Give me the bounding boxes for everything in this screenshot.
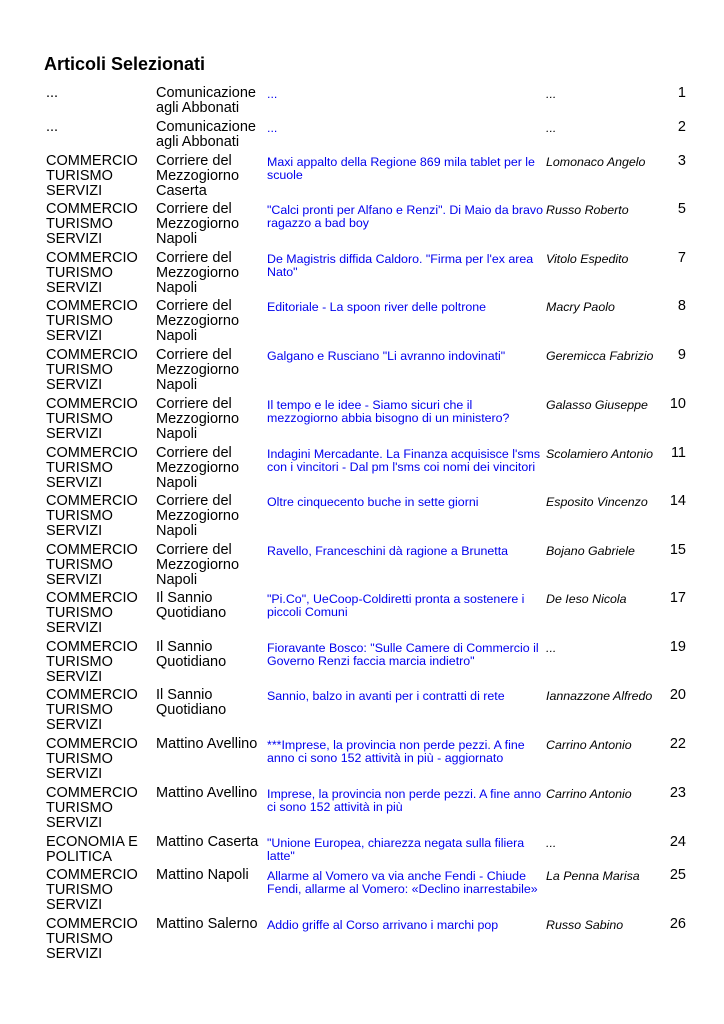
source-line: Napoli <box>156 231 198 247</box>
source-cell <box>156 348 267 397</box>
title-line: scuole <box>267 167 303 182</box>
source-cell <box>156 397 267 446</box>
title-line: Fendi, allarme al Vomero: «Declino inarrestabile» <box>267 881 538 896</box>
author-cell: La Penna Marisa <box>546 869 640 883</box>
category-line: POLITICA <box>46 849 113 865</box>
author-cell: Macry Paolo <box>546 300 615 314</box>
table-row <box>44 154 686 202</box>
page-number-cell: 14 <box>669 493 686 509</box>
articles-table-body <box>44 86 686 966</box>
source-line: Napoli <box>156 280 198 296</box>
author-cell: Esposito Vincenzo <box>546 495 648 509</box>
category-line: SERVIZI <box>46 523 103 539</box>
category-line: TURISMO <box>46 508 113 524</box>
category-cell <box>44 917 156 966</box>
article-title-link[interactable] <box>267 301 546 314</box>
category-line: COMMERCIO <box>46 916 138 932</box>
source-line: Mezzogiorno <box>156 168 240 184</box>
category-line: COMMERCIO <box>46 153 138 169</box>
source-line: Mezzogiorno <box>156 265 240 281</box>
source-cell <box>156 120 267 154</box>
article-title-link[interactable] <box>267 350 546 363</box>
title-line: "Pi.Co", UeCoop-Coldiretti pronta a sostenere i <box>267 592 525 606</box>
source-line: Corriere del <box>156 298 232 314</box>
title-line: Fioravante Bosco: "Sulle Camere di Commercio il <box>267 641 539 655</box>
title-line: Imprese, la provincia non perde pezzi. A fine anno <box>267 787 542 801</box>
category-line: SERVIZI <box>46 377 103 393</box>
source-cell <box>156 868 267 917</box>
category-cell <box>44 86 156 120</box>
category-line: TURISMO <box>46 751 113 767</box>
title-cell <box>267 251 546 299</box>
source-line: Corriere del <box>156 396 232 412</box>
author-cell: De Ieso Nicola <box>546 592 627 606</box>
author-cell: Russo Roberto <box>546 203 629 217</box>
category-cell <box>44 154 156 202</box>
source-line: Corriere del <box>156 493 232 509</box>
table-row <box>44 446 686 494</box>
category-cell <box>44 446 156 494</box>
source-line: Quotidiano <box>156 654 227 670</box>
author-cell: Bojano Gabriele <box>546 544 635 558</box>
title-line: ragazzo a bad boy <box>267 215 369 230</box>
author-cell: ... <box>546 836 557 850</box>
category-line: ... <box>46 85 59 101</box>
page-number-cell: 9 <box>677 347 686 363</box>
page-number-cell: 15 <box>669 542 686 558</box>
article-title-link[interactable] <box>267 642 546 667</box>
title-line: mezzogiorno abbia bisogno di un ministero? <box>267 410 510 425</box>
page-number-cell: 1 <box>677 85 686 101</box>
category-cell <box>44 397 156 446</box>
source-line: Mattino Avellino <box>156 736 258 752</box>
source-line: Napoli <box>156 377 198 393</box>
title-cell <box>267 397 546 446</box>
article-title-link[interactable] <box>267 739 546 764</box>
table-row <box>44 202 686 251</box>
article-title-link[interactable] <box>267 156 546 181</box>
category-line: SERVIZI <box>46 620 103 636</box>
title-line: Ravello, Franceschini dà ragione a Brunetta <box>267 544 509 558</box>
category-cell <box>44 868 156 917</box>
category-cell <box>44 786 156 835</box>
source-cell <box>156 835 267 868</box>
title-line: Indagini Mercadante. La Finanza acquisisce l'sms <box>267 447 541 461</box>
title-line: con i vincitori - Dal pm l'sms coi nomi dei vincitori <box>267 459 536 474</box>
title-cell <box>267 86 546 120</box>
category-line: COMMERCIO <box>46 736 138 752</box>
category-line: TURISMO <box>46 882 113 898</box>
title-line: piccoli Comuni <box>267 604 348 619</box>
source-line: Napoli <box>156 328 198 344</box>
title-cell <box>267 737 546 786</box>
article-title-link[interactable] <box>267 448 546 473</box>
category-line: SERVIZI <box>46 766 103 782</box>
source-line: Mattino Caserta <box>156 834 259 850</box>
table-row <box>44 543 686 591</box>
title-cell <box>267 202 546 251</box>
category-line: COMMERCIO <box>46 639 138 655</box>
category-line: TURISMO <box>46 557 113 573</box>
page-number-cell: 19 <box>669 639 686 655</box>
source-line: Quotidiano <box>156 605 227 621</box>
title-line: "Calci pronti per Alfano e Renzi". Di Maio da bravo <box>267 203 544 217</box>
title-cell <box>267 446 546 494</box>
page-number-cell: 26 <box>669 916 686 932</box>
table-row <box>44 348 686 397</box>
title-cell <box>267 786 546 835</box>
source-line: agli Abbonati <box>156 100 240 116</box>
title-line: ... <box>267 87 278 101</box>
title-line: ... <box>267 121 278 135</box>
article-title-link[interactable] <box>267 253 546 278</box>
page-number-cell: 23 <box>669 785 686 801</box>
table-row <box>44 494 686 543</box>
title-cell <box>267 154 546 202</box>
source-cell <box>156 688 267 737</box>
category-line: SERVIZI <box>46 231 103 247</box>
page-number-cell: 11 <box>670 445 686 461</box>
page-number-cell: 8 <box>677 298 686 314</box>
category-cell <box>44 120 156 154</box>
category-cell <box>44 251 156 299</box>
source-line: Corriere del <box>156 250 232 266</box>
article-title-link[interactable] <box>267 88 546 101</box>
page-number-cell: 25 <box>669 867 686 883</box>
table-row <box>44 397 686 446</box>
source-line: Mezzogiorno <box>156 460 240 476</box>
category-line: COMMERCIO <box>46 867 138 883</box>
category-line: COMMERCIO <box>46 785 138 801</box>
page-number-cell: 20 <box>669 687 686 703</box>
title-cell <box>267 835 546 868</box>
category-cell <box>44 494 156 543</box>
source-line: Caserta <box>156 183 207 199</box>
page-number-cell: 22 <box>669 736 686 752</box>
source-cell <box>156 154 267 202</box>
source-cell <box>156 737 267 786</box>
author-cell: Russo Sabino <box>546 918 624 932</box>
category-line: SERVIZI <box>46 669 103 685</box>
title-cell <box>267 917 546 966</box>
table-row <box>44 868 686 917</box>
title-line: latte" <box>267 848 295 863</box>
title-line: anno ci sono 152 attività in più - aggiornato <box>267 750 504 765</box>
article-title-link[interactable] <box>267 545 546 558</box>
category-line: SERVIZI <box>46 475 103 491</box>
category-line: TURISMO <box>46 168 113 184</box>
title-line: Sannio, balzo in avanti per i contratti di rete <box>267 689 505 703</box>
source-line: Corriere del <box>156 445 232 461</box>
author-cell: Galasso Giuseppe <box>546 398 648 412</box>
source-line: Corriere del <box>156 153 232 169</box>
category-cell <box>44 688 156 737</box>
title-line: ***Imprese, la provincia non perde pezzi. A fine <box>267 738 525 752</box>
category-line: SERVIZI <box>46 815 103 831</box>
category-line: COMMERCIO <box>46 687 138 703</box>
source-line: Mattino Napoli <box>156 867 249 883</box>
author-cell: ... <box>546 121 557 135</box>
page-number-cell: 5 <box>677 201 686 217</box>
category-line: TURISMO <box>46 800 113 816</box>
category-line: TURISMO <box>46 654 113 670</box>
category-line: COMMERCIO <box>46 201 138 217</box>
source-line: Mezzogiorno <box>156 411 240 427</box>
source-line: Napoli <box>156 475 198 491</box>
category-line: COMMERCIO <box>46 298 138 314</box>
source-cell <box>156 917 267 966</box>
title-line: "Unione Europea, chiarezza negata sulla filiera <box>267 836 525 850</box>
source-cell <box>156 786 267 835</box>
author-cell: Carrino Antonio <box>546 738 632 752</box>
title-cell <box>267 591 546 640</box>
title-line: Il tempo e le idee - Siamo sicuri che il <box>267 398 473 412</box>
title-line: Governo Renzi faccia marcia indietro" <box>267 653 475 668</box>
article-title-link[interactable] <box>267 399 546 424</box>
title-line: Allarme al Vomero va via anche Fendi - Chiude <box>267 869 526 883</box>
source-cell <box>156 640 267 688</box>
source-line: Il Sannio <box>156 590 213 606</box>
source-line: Comunicazione <box>156 85 256 101</box>
author-cell: Iannazzone Alfredo <box>546 689 653 703</box>
title-line: Editoriale - La spoon river delle poltrone <box>267 300 487 314</box>
title-cell <box>267 299 546 348</box>
title-cell <box>267 640 546 688</box>
source-line: Mezzogiorno <box>156 508 240 524</box>
table-row <box>44 640 686 688</box>
title-cell <box>267 543 546 591</box>
author-cell: Geremicca Fabrizio <box>546 349 654 363</box>
category-cell <box>44 543 156 591</box>
article-title-link[interactable] <box>267 870 546 895</box>
category-line: TURISMO <box>46 313 113 329</box>
source-line: Mattino Salerno <box>156 916 258 932</box>
author-cell: Lomonaco Angelo <box>546 155 646 169</box>
page-number-cell: 3 <box>677 153 686 169</box>
article-title-link[interactable] <box>267 204 546 229</box>
category-line: COMMERCIO <box>46 542 138 558</box>
table-row <box>44 299 686 348</box>
category-cell <box>44 835 156 868</box>
page-number-cell: 10 <box>669 396 686 412</box>
source-line: Napoli <box>156 523 198 539</box>
category-cell <box>44 737 156 786</box>
source-line: Corriere del <box>156 347 232 363</box>
article-title-link[interactable] <box>267 690 546 703</box>
table-row <box>44 737 686 786</box>
table-row <box>44 251 686 299</box>
category-line: TURISMO <box>46 702 113 718</box>
category-line: COMMERCIO <box>46 347 138 363</box>
source-cell <box>156 494 267 543</box>
table-row <box>44 591 686 640</box>
category-line: SERVIZI <box>46 280 103 296</box>
source-line: Napoli <box>156 426 198 442</box>
category-cell <box>44 299 156 348</box>
articles-table <box>44 86 686 966</box>
page-number-cell: 17 <box>669 590 686 606</box>
category-line: SERVIZI <box>46 183 103 199</box>
category-line: COMMERCIO <box>46 590 138 606</box>
category-line: COMMERCIO <box>46 396 138 412</box>
source-cell <box>156 299 267 348</box>
title-line: Nato" <box>267 264 298 279</box>
category-line: SERVIZI <box>46 897 103 913</box>
category-cell <box>44 202 156 251</box>
category-cell <box>44 640 156 688</box>
source-cell <box>156 202 267 251</box>
author-cell: Carrino Antonio <box>546 787 632 801</box>
source-cell <box>156 543 267 591</box>
category-line: SERVIZI <box>46 946 103 962</box>
category-cell <box>44 591 156 640</box>
author-cell: Scolamiero Antonio <box>546 447 653 461</box>
table-row <box>44 688 686 737</box>
category-line: ... <box>46 119 59 135</box>
title-cell <box>267 688 546 737</box>
source-cell <box>156 86 267 120</box>
title-line: Maxi appalto della Regione 869 mila tablet per le <box>267 155 535 169</box>
table-row <box>44 835 686 868</box>
title-line: ci sono 152 attività in più <box>267 799 403 814</box>
category-line: COMMERCIO <box>46 250 138 266</box>
title-cell <box>267 120 546 154</box>
source-line: Il Sannio <box>156 639 213 655</box>
author-cell: ... <box>546 641 557 655</box>
title-line: De Magistris diffida Caldoro. "Firma per l'ex area <box>267 252 534 266</box>
article-title-link[interactable] <box>267 788 546 813</box>
category-line: TURISMO <box>46 216 113 232</box>
category-line: ECONOMIA E <box>46 834 138 850</box>
table-row <box>44 86 686 120</box>
source-line: Mezzogiorno <box>156 557 240 573</box>
category-line: COMMERCIO <box>46 445 138 461</box>
article-title-link[interactable] <box>267 496 546 509</box>
category-line: SERVIZI <box>46 717 103 733</box>
title-cell <box>267 348 546 397</box>
title-line: Addio griffe al Corso arrivano i marchi pop <box>267 918 499 932</box>
author-cell: ... <box>546 87 557 101</box>
author-cell: Vitolo Espedito <box>546 252 629 266</box>
category-line: SERVIZI <box>46 328 103 344</box>
source-line: Mezzogiorno <box>156 362 240 378</box>
category-line: TURISMO <box>46 265 113 281</box>
category-line: TURISMO <box>46 931 113 947</box>
category-line: SERVIZI <box>46 426 103 442</box>
category-cell <box>44 348 156 397</box>
article-title-link[interactable] <box>267 122 546 135</box>
source-line: Mezzogiorno <box>156 216 240 232</box>
source-line: Mattino Avellino <box>156 785 258 801</box>
article-title-link[interactable] <box>267 593 546 618</box>
source-line: Napoli <box>156 572 198 588</box>
source-cell <box>156 251 267 299</box>
category-line: SERVIZI <box>46 572 103 588</box>
category-line: TURISMO <box>46 605 113 621</box>
title-line: Galgano e Rusciano "Li avranno indovinati" <box>267 349 506 363</box>
table-row <box>44 786 686 835</box>
source-line: Quotidiano <box>156 702 227 718</box>
source-cell <box>156 446 267 494</box>
page-number-cell: 2 <box>677 119 686 135</box>
page-title: Articoli Selezionati <box>44 54 206 74</box>
source-cell <box>156 591 267 640</box>
title-line: Oltre cinquecento buche in sette giorni <box>267 495 479 509</box>
source-line: Corriere del <box>156 542 232 558</box>
category-line: COMMERCIO <box>46 493 138 509</box>
source-line: Mezzogiorno <box>156 313 240 329</box>
category-line: TURISMO <box>46 411 113 427</box>
article-title-link[interactable] <box>267 837 546 862</box>
table-row <box>44 917 686 966</box>
title-cell <box>267 868 546 917</box>
source-line: Corriere del <box>156 201 232 217</box>
page-number-cell: 24 <box>669 834 686 850</box>
table-row <box>44 120 686 154</box>
page-number-cell: 7 <box>677 250 686 266</box>
article-title-link[interactable] <box>267 919 546 932</box>
source-line: Il Sannio <box>156 687 213 703</box>
source-line: agli Abbonati <box>156 134 240 150</box>
category-line: TURISMO <box>46 460 113 476</box>
title-cell <box>267 494 546 543</box>
category-line: TURISMO <box>46 362 113 378</box>
source-line: Comunicazione <box>156 119 256 135</box>
